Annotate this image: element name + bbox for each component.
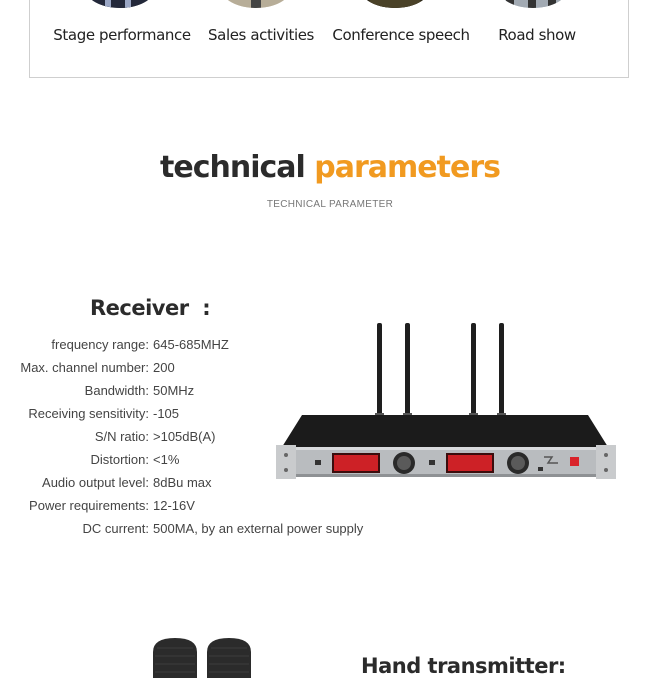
conference-speech-photo	[360, 0, 430, 8]
receiver-heading: Receiver :	[90, 296, 211, 320]
spec-value: 12-16V	[153, 498, 195, 513]
road-show-photo	[498, 0, 568, 8]
spec-value: -105	[153, 406, 180, 421]
application-scenarios-panel	[29, 0, 629, 78]
spec-value: 645-685MHZ	[153, 337, 229, 352]
section-title-part1: technical	[160, 150, 305, 185]
section-subtitle: TECHNICAL PARAMETER	[266, 199, 394, 210]
spec-label: frequency range:	[51, 337, 149, 352]
spec-value: 200	[153, 360, 175, 375]
scenario-label-sales-activities: Sales activities	[208, 26, 314, 44]
spec-value: <1%	[153, 452, 180, 467]
section-title-part2: parameters	[314, 150, 500, 185]
microphone-product-image	[145, 636, 260, 678]
spec-value: 8dBu max	[153, 475, 212, 490]
hand-transmitter-heading: Hand transmitter:	[361, 654, 566, 678]
scenario-label-stage-performance: Stage performance	[53, 26, 191, 44]
spec-label: Bandwidth:	[84, 383, 149, 398]
stage-performance-photo	[85, 0, 155, 8]
antenna-icons	[375, 323, 506, 421]
receiver-product-image	[270, 315, 620, 485]
scenario-label-conference-speech: Conference speech	[332, 26, 470, 44]
spec-value: >105dB(A)	[153, 429, 216, 444]
scenario-label-road-show: Road show	[498, 26, 576, 44]
sales-activities-photo	[221, 0, 291, 8]
spec-label: Receiving sensitivity:	[28, 406, 149, 421]
spec-value: 500MA, by an external power supply	[153, 521, 364, 536]
spec-label: DC current:	[82, 521, 149, 536]
spec-value: 50MHz	[153, 383, 195, 398]
spec-label: Power requirements:	[29, 498, 149, 513]
spec-label: Max. channel number:	[20, 360, 149, 375]
spec-label: S/N ratio:	[94, 429, 149, 444]
section-title	[0, 150, 660, 185]
spec-label: Audio output level:	[42, 475, 149, 490]
spec-label: Distortion:	[90, 452, 149, 467]
